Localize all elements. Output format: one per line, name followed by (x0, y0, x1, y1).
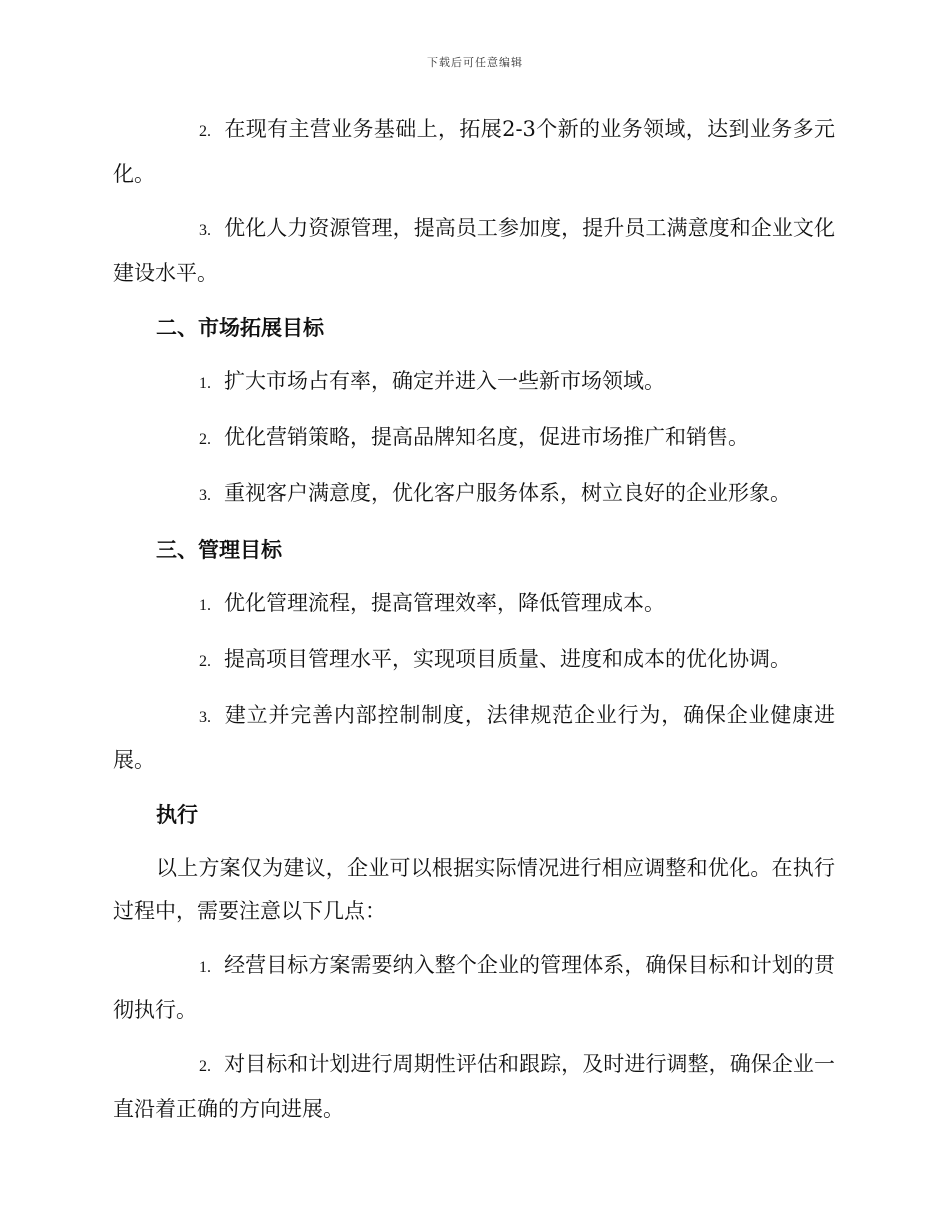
list-item-number: 2. (199, 653, 211, 670)
list-item-text: 优化管理流程，提高管理效率，降低管理成本。 (224, 591, 665, 615)
list-item-text: 扩大市场占有率，确定并进入一些新市场领域。 (224, 369, 665, 393)
list-item-number: 3. (199, 222, 211, 239)
section-heading: 二、市场拓展目标 (156, 315, 324, 340)
list-item-number: 2. (199, 431, 211, 448)
list-item (113, 944, 835, 1032)
list-item (113, 207, 835, 295)
list-item-number: 2. (199, 123, 211, 140)
list-item-text: 建立并完善内部控制制度，法律规范企业行为，确保企业健康进展。 (113, 703, 835, 772)
intro-paragraph: 以上方案仅为建议，企业可以根据实际情况进行相应调整和优化。在执行过程中，需要注意以下几点： (113, 856, 835, 923)
list-item (113, 360, 835, 405)
list-item (113, 638, 835, 683)
list-item-text: 优化营销策略，提高品牌知名度，促进市场推广和销售。 (224, 425, 749, 449)
list-item (113, 472, 835, 517)
list-item (113, 694, 835, 782)
list-item-number: 3. (199, 487, 211, 504)
list-item-number: 1. (199, 375, 211, 392)
list-item (113, 1043, 835, 1131)
page-header: 下载后可任意编辑 (427, 56, 523, 69)
list-item-text: 优化人力资源管理，提高员工参加度，提升员工满意度和企业文化建设水平。 (113, 216, 835, 285)
list-item (113, 108, 835, 196)
document-body (113, 108, 835, 1131)
list-item-number: 2. (199, 1058, 211, 1075)
list-item-text: 在现有主营业务基础上，拓展2-3个新的业务领域，达到业务多元化。 (113, 117, 835, 186)
section-heading: 三、管理目标 (156, 537, 282, 562)
section-heading: 执行 (156, 802, 198, 827)
list-item-text: 经营目标方案需要纳入整个企业的管理体系，确保目标和计划的贯彻执行。 (113, 953, 835, 1022)
list-item (113, 582, 835, 627)
list-item-number: 3. (199, 709, 211, 726)
list-item-number: 1. (199, 597, 211, 614)
list-item-number: 1. (199, 959, 211, 976)
list-item-text: 对目标和计划进行周期性评估和跟踪，及时进行调整，确保企业一直沿着正确的方向进展。 (113, 1052, 835, 1121)
list-item (113, 416, 835, 461)
list-item-text: 重视客户满意度，优化客户服务体系，树立良好的企业形象。 (224, 481, 791, 505)
list-item-text: 提高项目管理水平，实现项目质量、进度和成本的优化协调。 (224, 647, 791, 671)
